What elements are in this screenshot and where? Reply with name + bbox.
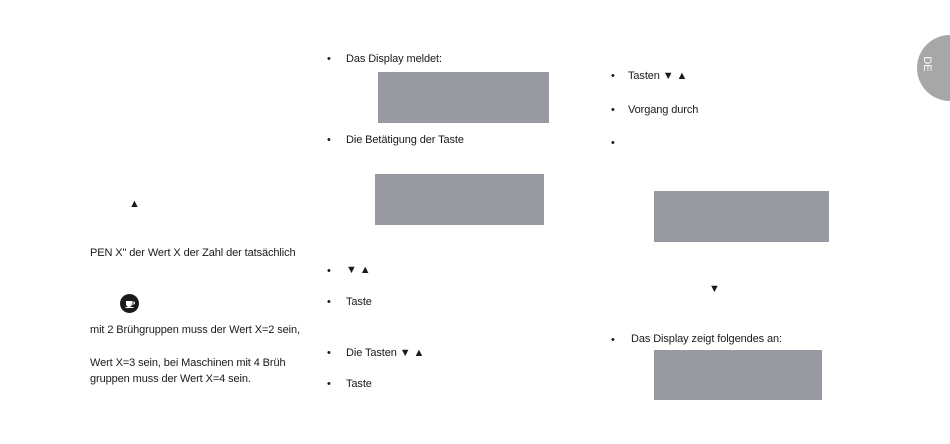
list-item: Tasten ▼ ▲ <box>628 70 688 82</box>
list-item: Taste <box>346 378 372 390</box>
display-box <box>654 191 829 242</box>
bullet: • <box>327 265 331 277</box>
list-item: Taste <box>346 296 372 308</box>
bullet: • <box>327 53 331 65</box>
bullet: • <box>611 70 615 82</box>
bullet: • <box>611 104 615 116</box>
language-tab-label: DE <box>921 56 933 72</box>
display-box <box>378 72 549 123</box>
display-box <box>654 350 822 400</box>
list-item: Vorgang durch <box>628 104 699 116</box>
text-line: PEN X" der Wert X der Zahl der tatsächlich <box>90 247 296 259</box>
bullet: • <box>327 378 331 390</box>
text-line: gruppen muss der Wert X=4 sein. <box>90 373 251 385</box>
coffee-cup-icon-glyph <box>124 298 135 309</box>
arrow-keys: ▼ ▲ <box>346 264 371 276</box>
bullet: • <box>611 334 615 346</box>
list-item: Die Betätigung der Taste <box>346 134 464 146</box>
text-line: mit 2 Brühgruppen muss der Wert X=2 sein, <box>90 324 300 336</box>
list-item: Das Display zeigt folgendes an: <box>631 333 782 345</box>
bullet: • <box>327 134 331 146</box>
display-box <box>375 174 544 225</box>
list-item: Die Tasten ▼ ▲ <box>346 347 425 359</box>
down-arrow-icon: ▼ <box>709 283 720 295</box>
text-line: Wert X=3 sein, bei Maschinen mit 4 Brüh <box>90 357 286 369</box>
bullet: • <box>327 347 331 359</box>
up-arrow-icon: ▲ <box>129 198 140 210</box>
bullet: • <box>611 137 615 149</box>
coffee-cup-icon <box>120 294 139 313</box>
list-item: Das Display meldet: <box>346 53 442 65</box>
bullet: • <box>327 296 331 308</box>
